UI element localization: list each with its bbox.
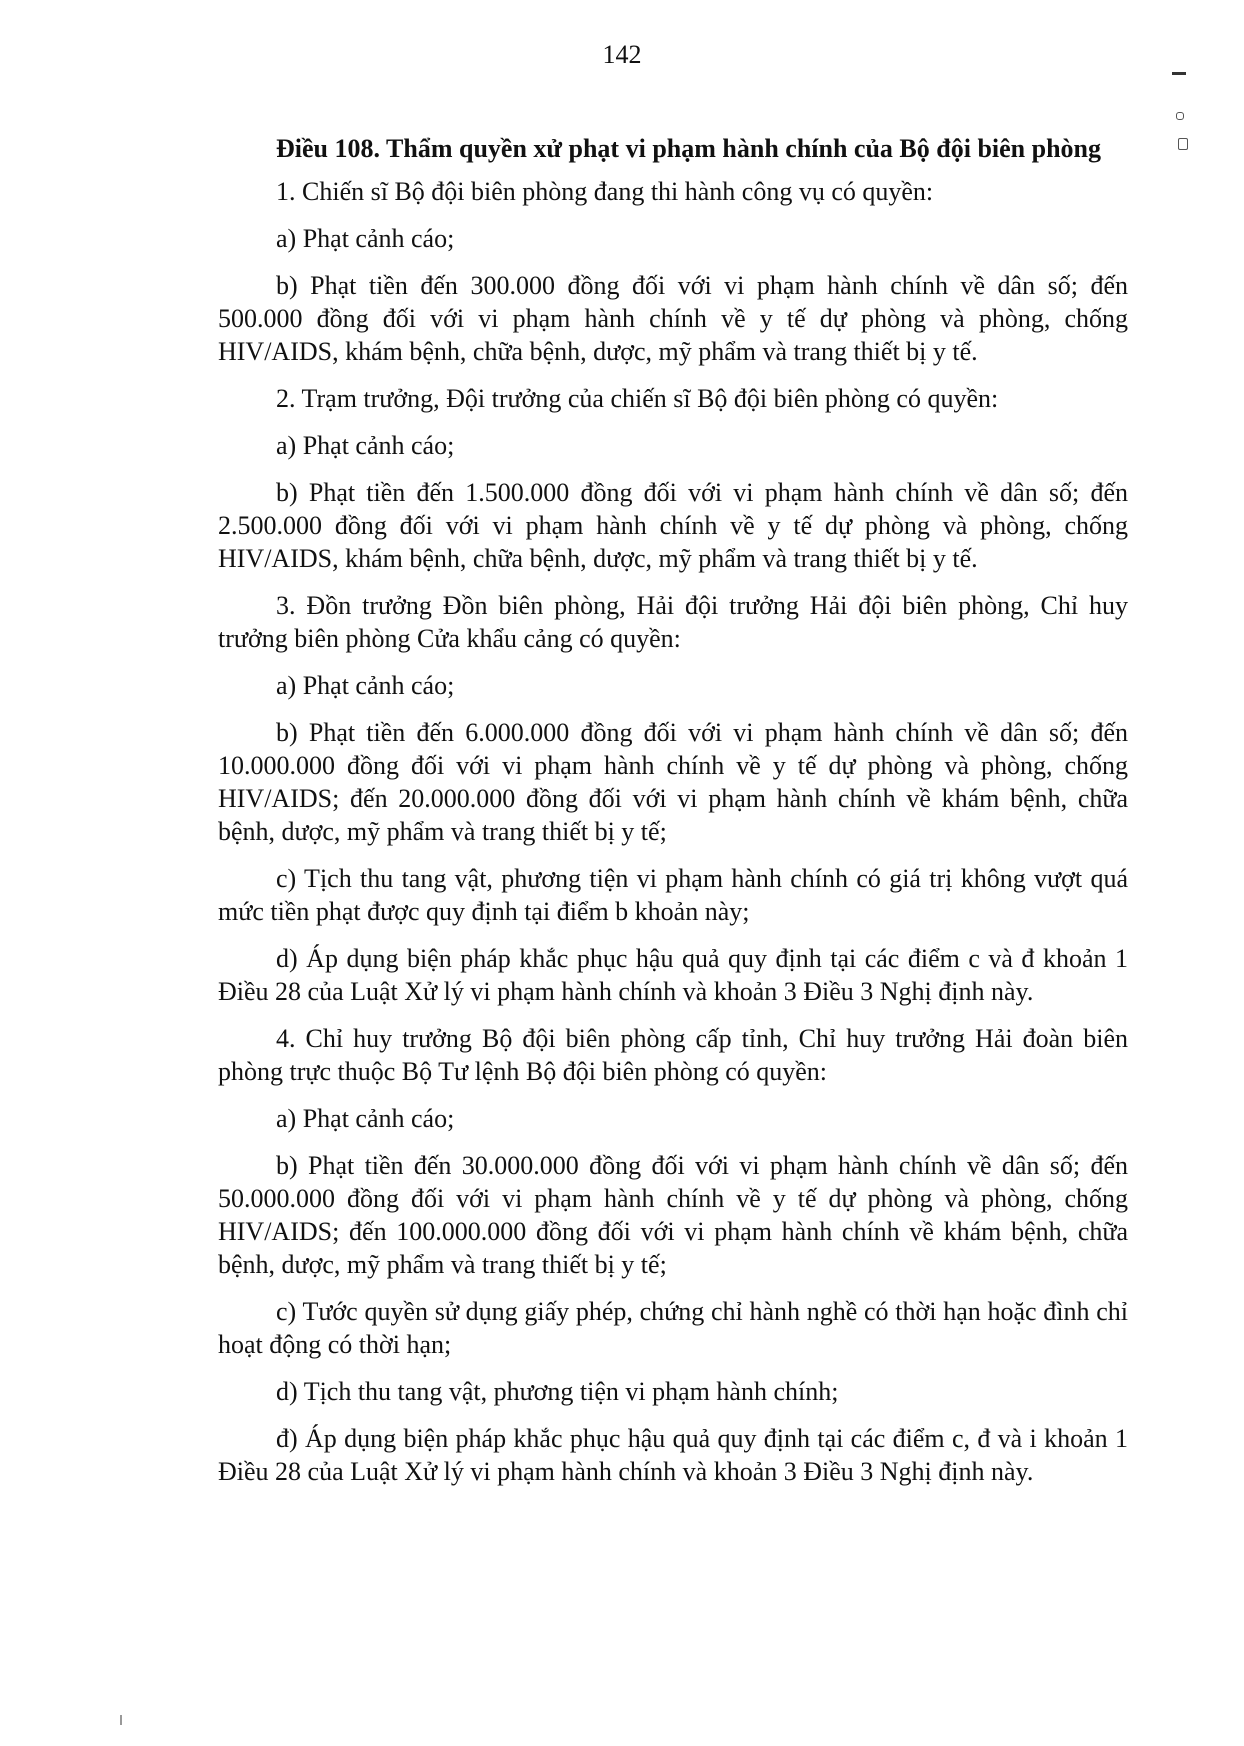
paragraph: c) Tịch thu tang vật, phương tiện vi phạm hành chính có giá trị không vượt quá mức tiền phạt được quy định tại điểm b khoản này; xyxy=(218,864,1128,926)
scan-artifact xyxy=(120,1715,122,1725)
paragraph: b) Phạt tiền đến 300.000 đồng đối với vi phạm hành chính về dân số; đến 500.000 đồng đối với vi phạm hành chính về y tế dự phòng và phòng, chống HIV/AIDS, khám bệnh, chữa bệnh, dược, mỹ phẩm và trang thiết bị y tế. xyxy=(218,271,1128,366)
paragraph: a) Phạt cảnh cáo; xyxy=(276,671,455,700)
paragraph: 1. Chiến sĩ Bộ đội biên phòng đang thi hành công vụ có quyền: xyxy=(276,177,934,206)
paragraph: a) Phạt cảnh cáo; xyxy=(276,431,455,460)
paragraph: d) Áp dụng biện pháp khắc phục hậu quả quy định tại các điểm c và đ khoản 1 Điều 28 của Luật Xử lý vi phạm hành chính và khoản 3 Điều 3 Nghị định này. xyxy=(218,944,1128,1006)
scan-artifact xyxy=(1176,112,1184,120)
scan-artifact xyxy=(1178,138,1188,150)
document-body xyxy=(218,132,1128,1502)
paragraph: đ) Áp dụng biện pháp khắc phục hậu quả quy định tại các điểm c, đ và i khoản 1 Điều 28 của Luật Xử lý vi phạm hành chính và khoản 3 Điều 3 Nghị định này. xyxy=(218,1424,1128,1486)
paragraph: 4. Chỉ huy trưởng Bộ đội biên phòng cấp tỉnh, Chỉ huy trưởng Hải đoàn biên phòng trực thuộc Bộ Tư lệnh Bộ đội biên phòng có quyền: xyxy=(218,1024,1128,1086)
article-title: Điều 108. Thẩm quyền xử phạt vi phạm hành chính của Bộ đội biên phòng xyxy=(276,134,1102,163)
paragraph: c) Tước quyền sử dụng giấy phép, chứng chỉ hành nghề có thời hạn hoặc đình chỉ hoạt động có thời hạn; xyxy=(218,1297,1128,1359)
paragraph: b) Phạt tiền đến 1.500.000 đồng đối với vi phạm hành chính về dân số; đến 2.500.000 đồng đối với vi phạm hành chính về y tế dự phòng và phòng, chống HIV/AIDS, khám bệnh, chữa bệnh, dược, mỹ phẩm và trang thiết bị y tế. xyxy=(218,478,1128,573)
paragraph: b) Phạt tiền đến 6.000.000 đồng đối với vi phạm hành chính về dân số; đến 10.000.000 đồng đối với vi phạm hành chính về y tế dự phòng và phòng, chống HIV/AIDS; đến 20.000.000 đồng đối với vi phạm hành chính về khám bệnh, chữa bệnh, dược, mỹ phẩm và trang thiết bị y tế; xyxy=(218,718,1128,846)
paragraph: b) Phạt tiền đến 30.000.000 đồng đối với vi phạm hành chính về dân số; đến 50.000.000 đồng đối với vi phạm hành chính về y tế dự phòng và phòng, chống HIV/AIDS; đến 100.000.000 đồng đối với vi phạm hành chính về khám bệnh, chữa bệnh, dược, mỹ phẩm và trang thiết bị y tế; xyxy=(218,1151,1128,1279)
paragraph: 2. Trạm trưởng, Đội trưởng của chiến sĩ Bộ đội biên phòng có quyền: xyxy=(276,384,999,413)
paragraph: d) Tịch thu tang vật, phương tiện vi phạm hành chính; xyxy=(276,1377,839,1406)
paragraph: a) Phạt cảnh cáo; xyxy=(276,1104,455,1133)
page-number: 142 xyxy=(602,40,642,69)
paragraph: 3. Đồn trưởng Đồn biên phòng, Hải đội trưởng Hải đội biên phòng, Chỉ huy trưởng biên phòng Cửa khẩu cảng có quyền: xyxy=(218,591,1128,653)
paragraph: a) Phạt cảnh cáo; xyxy=(276,224,455,253)
scan-artifact xyxy=(1172,72,1186,75)
